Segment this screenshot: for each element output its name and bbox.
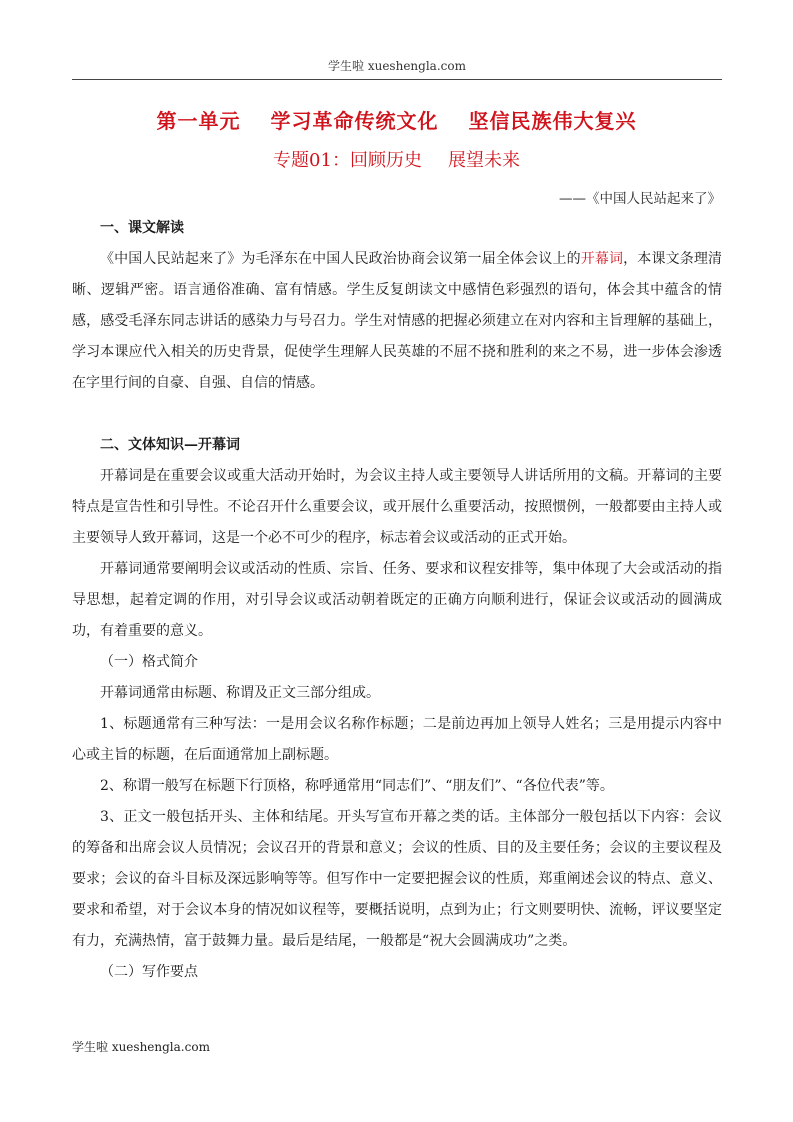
highlight-term: 开幕词 [580, 251, 624, 267]
interpretation-text-end: ，本课文条理清晰、逻辑严密。语言通俗准确、富有情感。学生反复朗读文中感情色彩强烈的语句，体会其中蕴含的情感，感受毛泽东同志讲话的感染力与号召力。学生对情感的把握必须建立在对内容和主旨理解的基础上，学习本课应代入相关的历史背景，促使学生理解人民英雄的不屈不挠和胜利的来之不易，进一步体会渗透在字里行间的自豪、自强、自信的情感。 [72, 251, 723, 391]
subsection-heading-format: （一）格式简介 [100, 654, 198, 670]
subtitle-part2: 展望未来 [447, 150, 520, 171]
subsection-heading-writing: （二）写作要点 [100, 964, 198, 980]
topic-subtitle [0, 146, 793, 172]
format-item-title: 1、标题通常有三种写法：一是用会议名称作标题；二是前边再加上领导人姓名；三是用提示内容中心或主旨的标题，在后面通常加上副标题。 [72, 716, 722, 763]
interpretation-text-start: 《中国人民站起来了》为毛泽东在中国人民政治协商会议第一届全体会议上的 [100, 251, 581, 267]
spacer [72, 399, 722, 430]
unit-title-part1: 第一单元 [156, 109, 241, 133]
section-heading-genre: 二、文体知识—开幕词 [100, 437, 240, 453]
format-item-salutation: 2、称谓一般写在标题下行顶格，称呼通常用“同志们”、“朋友们”、“各位代表”等。 [100, 778, 614, 794]
source-reference: ——《中国人民站起来了》 [559, 191, 721, 207]
subtitle-part1: 专题01：回顾历史 [273, 150, 422, 171]
genre-paragraph-1: 开幕词是在重要会议或重大活动开始时，为会议主持人或主要领导人讲话所用的文稿。开幕词的主要特点是宣告性和引导性。不论召开什么重要会议，或开展什么重要活动，按照惯例，一般都要由主持人或主要领导人致开幕词，这是一个必不可少的程序，标志着会议或活动的正式开始。 [72, 468, 722, 546]
section-heading-interpretation: 一、课文解读 [100, 220, 184, 236]
unit-title [0, 105, 793, 134]
page-header: 学生啦 xueshengla.com [72, 57, 722, 80]
genre-paragraph-2: 开幕词通常要阐明会议或活动的性质、宗旨、任务、要求和议程安排等，集中体现了大会或活动的指导思想，起着定调的作用，对引导会议或活动朝着既定的正确方向顺利进行，保证会议或活动的圆满成功，有着重要的意义。 [72, 561, 722, 639]
document-body [72, 213, 722, 988]
page-footer: 学生啦 xueshengla.com [72, 1040, 210, 1054]
format-item-body: 3、正文一般包括开头、主体和结尾。开头写宣布开幕之类的话。主体部分一般包括以下内容：会议的筹备和出席会议人员情况；会议召开的背景和意义；会议的性质、目的及主要任务；会议的主要议程及要求；会议的奋斗目标及深远影响等等。但写作中一定要把握会议的性质，郑重阐述会议的特点、意义、要求和希望，对于会议本身的情况如议程等，要概括说明，点到为止；行文则要明快、流畅，评议要坚定有力，充满热情，富于鼓舞力量。最后是结尾，一般都是“祝大会圆满成功”之类。 [72, 809, 722, 949]
unit-title-part3: 坚信民族伟大复兴 [468, 109, 637, 133]
unit-title-part2: 学习革命传统文化 [270, 109, 439, 133]
interpretation-paragraph [72, 244, 722, 399]
format-intro-paragraph: 开幕词通常由标题、称谓及正文三部分组成。 [100, 685, 380, 701]
